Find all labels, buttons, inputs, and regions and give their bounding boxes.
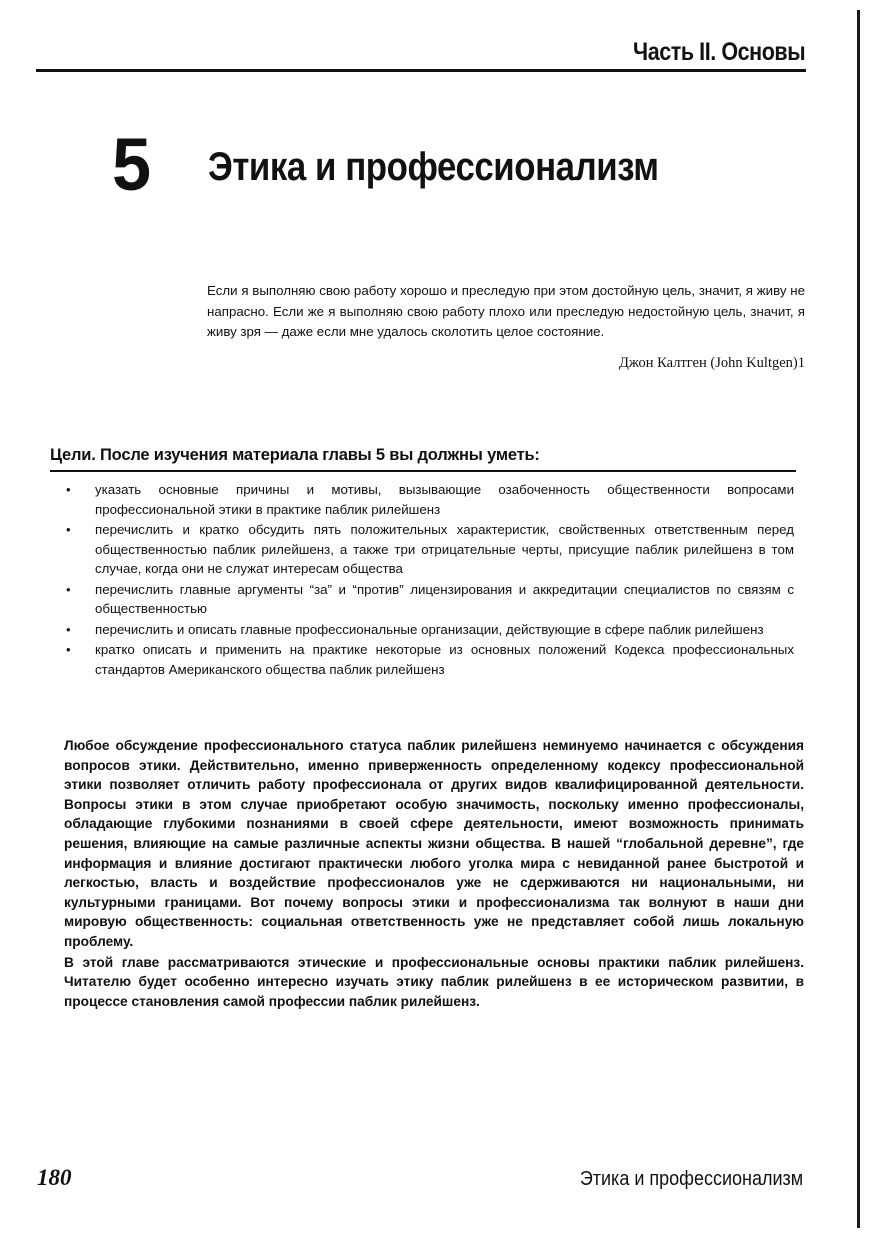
bullet-icon: • bbox=[66, 581, 71, 597]
page-edge-line bbox=[857, 10, 860, 1228]
chapter-number: 5 bbox=[112, 123, 152, 206]
list-item bbox=[60, 640, 794, 679]
list-item bbox=[60, 620, 794, 640]
objective-text: перечислить и кратко обсудить пять положительных характеристик, свойственных ответственным перед общественностью паблик рилейшенз, а также три отрицательные черты, присущие паблик рилейшенз в том случае, когда они не служат интересам общества bbox=[95, 522, 794, 576]
epigraph-text: Если я выполняю свою работу хорошо и преследую при этом достойную цель, значит, я живу не напрасно. Если же я выполняю свою работу плохо или преследую недостойную цель, значит, я живу зря — даже если мне удалось сколотить целое состояние. bbox=[207, 283, 805, 339]
footer-title: Этика и профессионализм bbox=[579, 1168, 803, 1190]
objective-text: кратко описать и применить на практике некоторые из основных положений Кодекса профессиональных стандартов Американского общества паблик рилейшенз bbox=[95, 642, 794, 677]
list-item bbox=[60, 480, 794, 519]
bullet-icon: • bbox=[66, 642, 71, 657]
objectives-heading: Цели. После изучения материала главы 5 вы должны уметь: bbox=[50, 446, 540, 464]
running-head: Часть II. Основы bbox=[632, 38, 805, 66]
objectives-list bbox=[60, 480, 794, 680]
list-item bbox=[60, 520, 794, 579]
body-text bbox=[64, 736, 804, 1011]
bullet-icon: • bbox=[66, 482, 71, 497]
header-rule bbox=[36, 69, 806, 72]
bullet-icon: • bbox=[66, 621, 71, 637]
chapter-title: Этика и профессионализм bbox=[208, 145, 659, 189]
objective-text: указать основные причины и мотивы, вызывающие озабоченность общественности вопросами профессиональной этики в практике паблик рилейшенз bbox=[95, 482, 794, 517]
body-paragraph: В этой главе рассматриваются этические и профессиональные основы практики паблик рилейшенз. Читателю будет особенно интересно изучать этику паблик рилейшенз в ее историческом развитии, в процессе становления самой профессии паблик рилейшенз. bbox=[64, 954, 804, 1009]
page-number: 180 bbox=[37, 1165, 72, 1190]
objective-text: перечислить и описать главные профессиональные организации, действующие в сфере паблик рилейшенз bbox=[95, 621, 764, 637]
objectives-rule bbox=[50, 470, 796, 472]
list-item bbox=[60, 580, 794, 619]
bullet-icon: • bbox=[66, 522, 71, 537]
objective-text: перечислить главные аргументы “за” и “против” лицензирования и аккредитации специалистов по связям с общественностью bbox=[95, 581, 794, 616]
body-paragraph: Любое обсуждение профессионального статуса паблик рилейшенз неминуемо начинается с обсуждения вопросов этики. Действительно, именно приверженность определенному кодексу профессиональной этики позволяет отличить работу профессионала от других видов квалифицированной деятельности. Вопросы этики в этом случае приобретают особую значимость, поскольку именно профессионалы, обладающие глубокими познаниями в своей сфере деятельности, имеют возможность принимать решения, влияющие на самые различные аспекты жизни общества. В нашей “глобальной деревне”, где информация и влияние достигают практически любого уголка мира с невиданной ранее быстротой и легкостью, власть и воздействие профессионалов уже не сдерживаются ни национальными, ни культурными границами. Вот почему вопросы этики и профессионализма так волнуют в наши дни мировую общественность: социальная ответственность уже не представляет собой лишь локальную проблему. bbox=[64, 738, 804, 949]
epigraph-author: Джон Калтген (John Kultgen)1 bbox=[618, 355, 805, 371]
